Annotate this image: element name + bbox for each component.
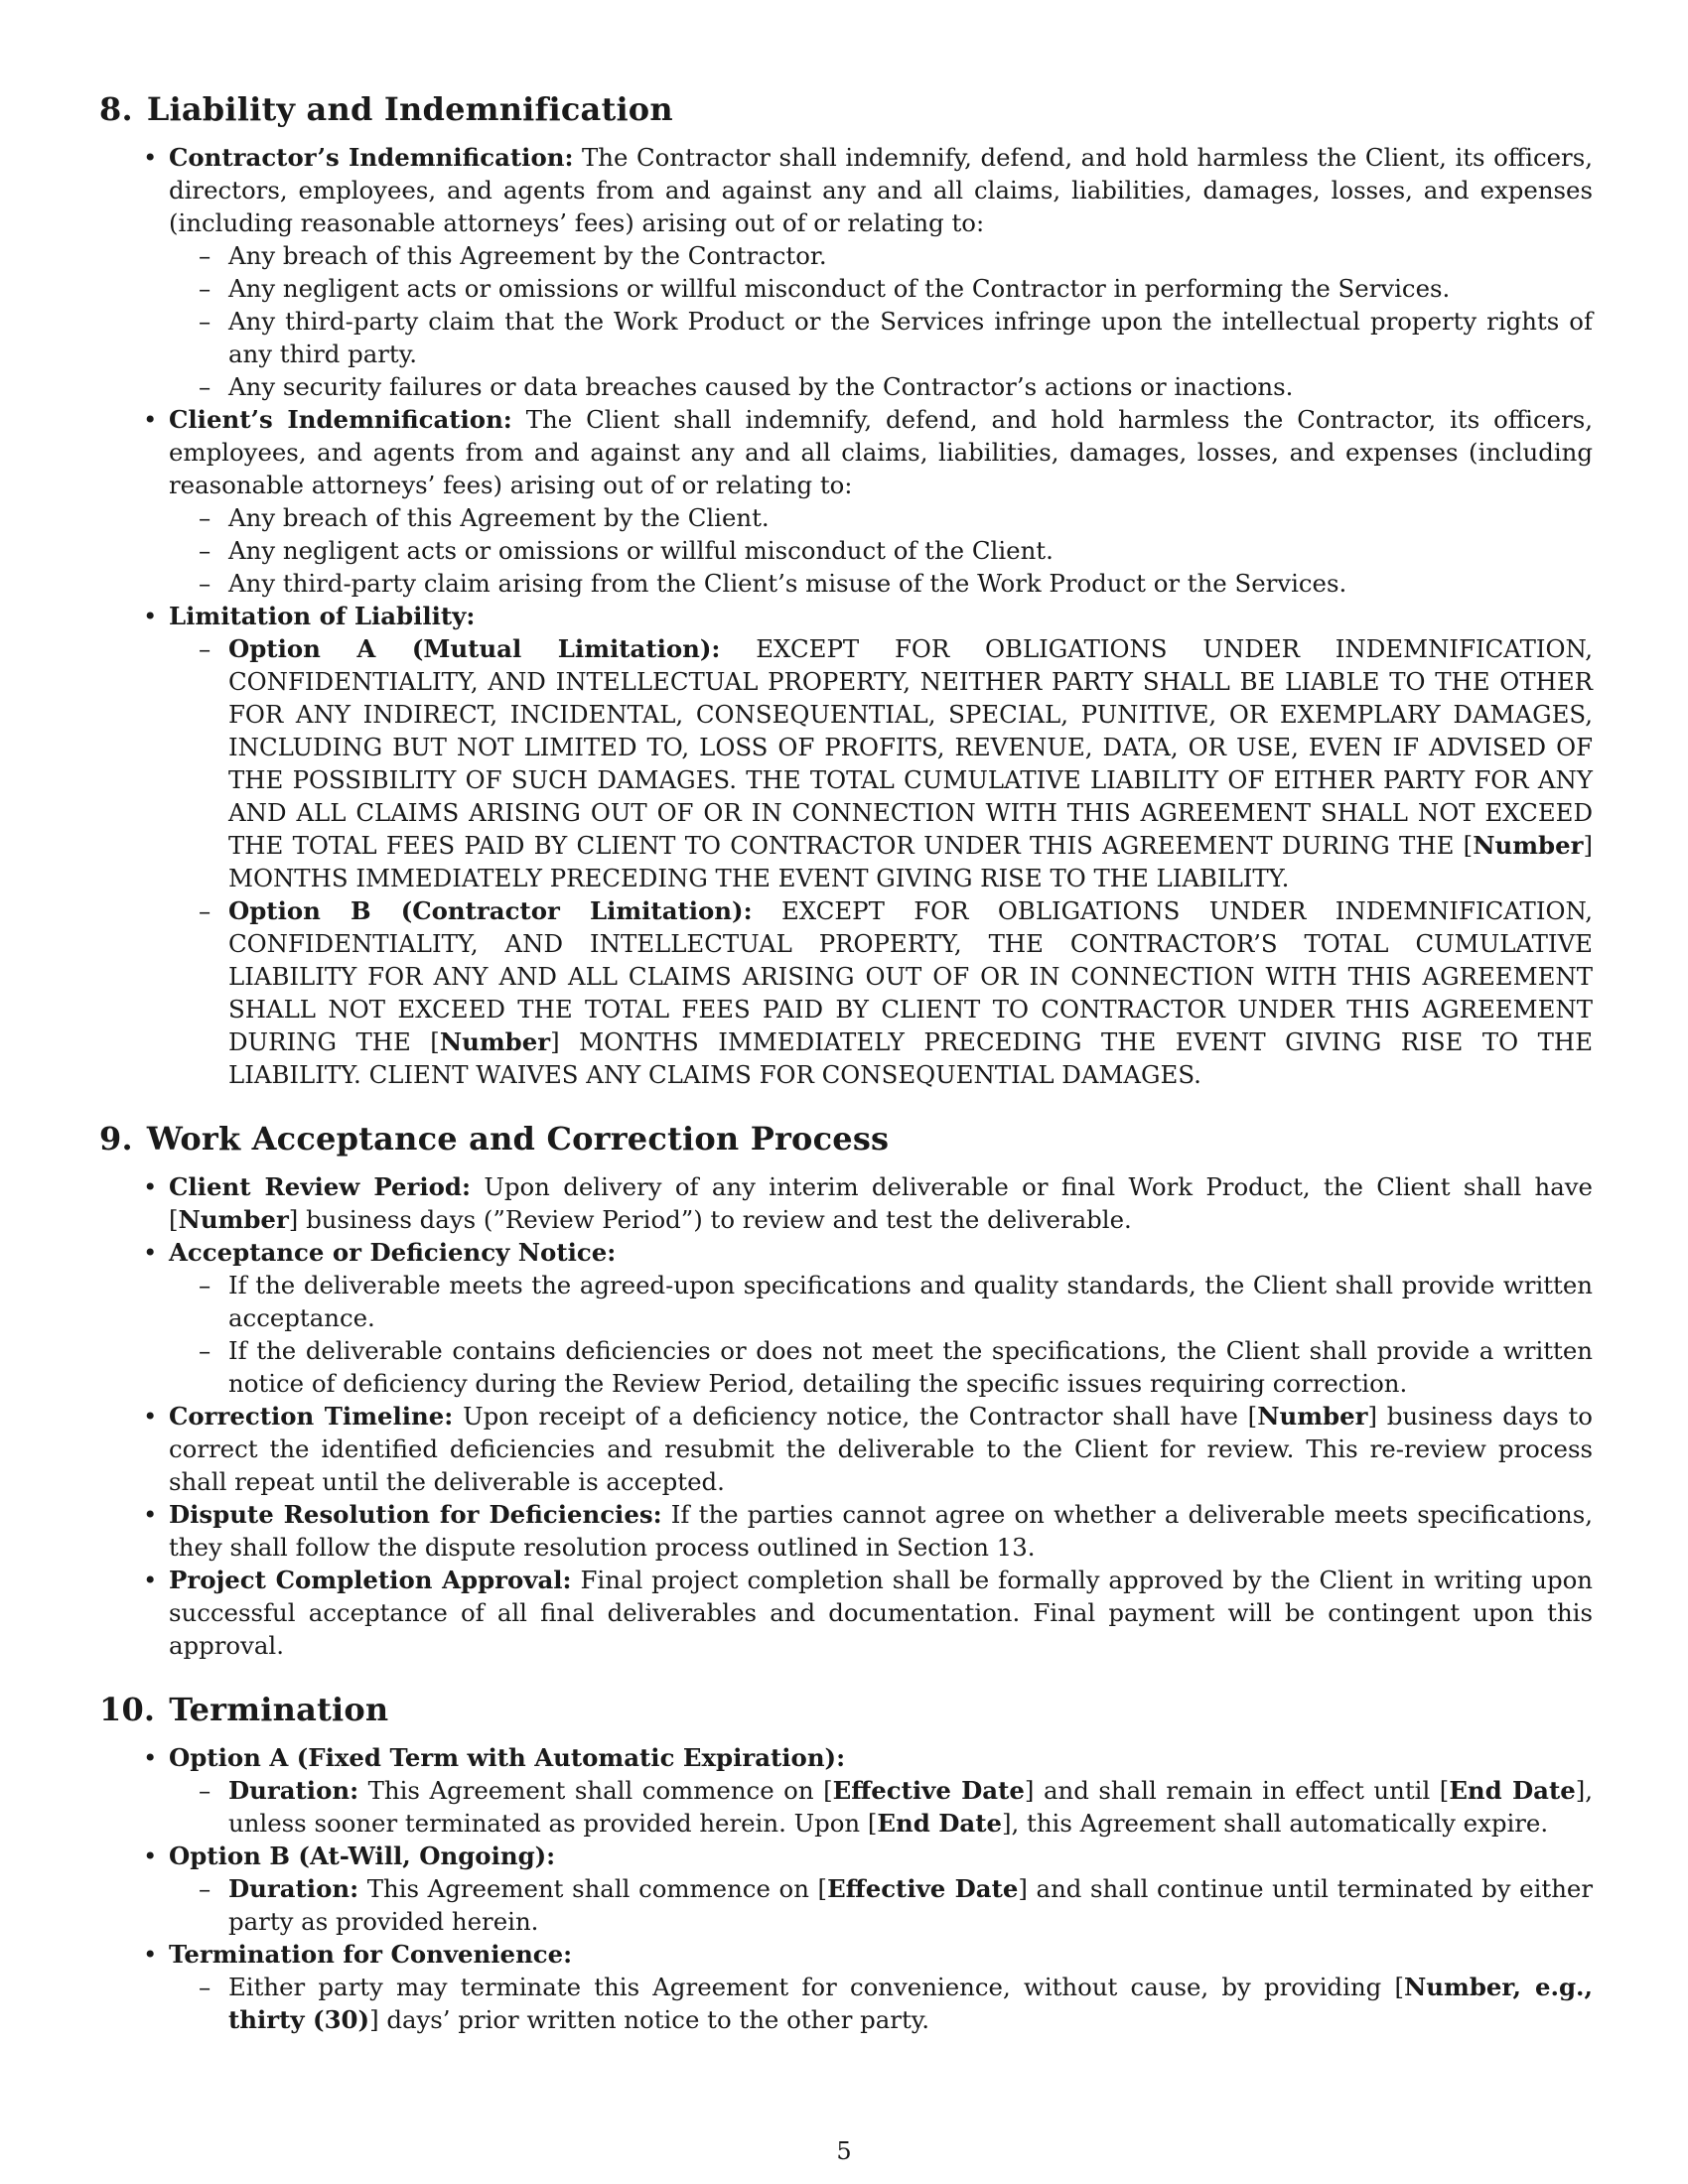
item-label: Option B (At-Will, Ongoing): (169, 1842, 556, 1870)
item-label: Option A (Fixed Term with Automatic Expiration): (169, 1743, 846, 1772)
placeholder-field: End Date (877, 1809, 1003, 1838)
item-label: Client Review Period: (169, 1172, 471, 1201)
document-page (99, 87, 1594, 2062)
placeholder-field: Number (1257, 1402, 1368, 1431)
sub-list (169, 1872, 1593, 1938)
item-text: Either party may terminate this Agreement for convenience, without cause, by providing [ (228, 1973, 1405, 2001)
section-heading (99, 1688, 1593, 1731)
list-item (169, 1938, 1593, 2036)
item-label: Limitation of Liability: (169, 602, 476, 630)
sub-list-item: – Any third-party claim arising from the Client’s misuse of the Work Product or the Services. (228, 567, 1593, 600)
bullet-list (169, 1170, 1593, 1662)
sub-list-item: – Any security failures or data breaches caused by the Contractor’s actions or inactions. (228, 370, 1593, 403)
item-text: Upon receipt of a deficiency notice, the Contractor shall have [ (453, 1402, 1258, 1431)
item-text: ] business days to correct the identified deficiencies and resubmit the deliverable to the Client for review. This re-review process shall repeat until the deliverable is accepted. (169, 1402, 1593, 1496)
item-text: Upon delivery of any interim deliverable or final Work Product, the Client shall have [ (169, 1172, 1593, 1234)
list-item (169, 1498, 1593, 1564)
sub-list (169, 1774, 1593, 1840)
item-text: Final project completion shall be formally approved by the Client in writing upon successful acceptance of all final deliverables and documentation. Final payment will be contingent upon this approval. (169, 1566, 1593, 1660)
placeholder-field: Number (178, 1205, 289, 1234)
item-text: ] and shall remain in effect until [ (1024, 1776, 1450, 1805)
option-text: ] MONTHS IMMEDIATELY PRECEDING THE EVENT GIVING RISE TO THE LIABILITY. (228, 831, 1593, 892)
placeholder-field: Number, e.g., thirty (30) (228, 1973, 1593, 2034)
page-number: 5 (836, 2137, 852, 2165)
item-text: ] and shall continue until terminated by either party as provided herein. (228, 1874, 1593, 1936)
option-text: EXCEPT FOR OBLIGATIONS UNDER INDEMNIFICATION, CONFIDENTIALITY, AND INTELLECTUAL PROPERTY, THE CONTRACTOR’S TOTAL CUMULATIVE LIABILITY FOR ANY AND ALL CLAIMS ARISING OUT OF OR IN CONNECTION WITH THIS AGREEMENT SHALL NOT EXCEED THE TOTAL FEES PAID BY CLIENT TO CONTRACTOR UNDER THIS AGREEMENT DURING THE [ (228, 896, 1593, 1056)
sub-list-item: – Any breach of this Agreement by the Contractor. (228, 239, 1593, 272)
list-item (169, 1840, 1593, 1938)
section-title: Liability and Indemnification (146, 90, 673, 128)
section-title: Work Acceptance and Correction Process (146, 1120, 890, 1158)
bullet-list (169, 141, 1593, 1091)
duration-label: Duration: (228, 1874, 359, 1903)
sub-list (169, 1971, 1593, 2036)
item-text: ] days’ prior written notice to the other party. (369, 2005, 930, 2034)
item-label: Termination for Convenience: (169, 1940, 573, 1969)
sub-list-item (228, 1971, 1593, 2036)
sub-list-item: – Any third-party claim that the Work Product or the Services infringe upon the intellectual property rights of any third party. (228, 305, 1593, 370)
sub-list (169, 501, 1593, 600)
section-8 (99, 87, 1593, 1091)
item-text: ], this Agreement shall automatically expire. (1002, 1809, 1549, 1838)
option-text: EXCEPT FOR OBLIGATIONS UNDER INDEMNIFICATION, CONFIDENTIALITY, AND INTELLECTUAL PROPERTY, NEITHER PARTY SHALL BE LIABLE TO THE OTHER FOR ANY INDIRECT, INCIDENTAL, CONSEQUENTIAL, SPECIAL, PUNITIVE, OR EXEMPLARY DAMAGES, INCLUDING BUT NOT LIMITED TO, LOSS OF PROFITS, REVENUE, DATA, OR USE, EVEN IF ADVISED OF THE POSSIBILITY OF SUCH DAMAGES. THE TOTAL CUMULATIVE LIABILITY OF EITHER PARTY FOR ANY AND ALL CLAIMS ARISING OUT OF OR IN CONNECTION WITH THIS AGREEMENT SHALL NOT EXCEED THE TOTAL FEES PAID BY CLIENT TO CONTRACTOR UNDER THIS AGREEMENT DURING THE [ (228, 634, 1593, 860)
item-text: ] business days (”Review Period”) to review and test the deliverable. (288, 1205, 1132, 1234)
sub-list-item: – If the deliverable meets the agreed-upon specifications and quality standards, the Client shall provide written acceptance. (228, 1269, 1593, 1334)
sub-list (169, 239, 1593, 403)
section-heading (99, 1117, 1593, 1160)
item-text: This Agreement shall commence on [ (358, 1874, 828, 1903)
list-item (169, 1236, 1593, 1400)
sub-list-item (228, 632, 1593, 894)
sub-list-item (228, 894, 1593, 1091)
bullet-list (169, 1741, 1593, 2036)
sub-list-item (228, 1872, 1593, 1938)
item-text: The Client shall indemnify, defend, and hold harmless the Contractor, its officers, employees, and agents from and against any and all claims, liabilities, damages, losses, and expenses (including reasonable attorneys’ fees) arising out of or relating to: (169, 405, 1593, 499)
placeholder-field: Effective Date (832, 1776, 1025, 1805)
list-item (169, 1400, 1593, 1498)
sub-list-item (228, 1774, 1593, 1840)
sub-list-item: – Any breach of this Agreement by the Client. (228, 501, 1593, 534)
item-label: Contractor’s Indemnification: (169, 143, 574, 172)
list-item (169, 141, 1593, 403)
list-item (169, 600, 1593, 1091)
option-label: Option B (Contractor Limitation): (228, 896, 753, 925)
sub-list (169, 632, 1593, 1091)
section-number: 10. (99, 1691, 156, 1728)
list-item (169, 403, 1593, 600)
list-item (169, 1170, 1593, 1236)
item-text: The Contractor shall indemnify, defend, and hold harmless the Client, its officers, directors, employees, and agents from and against any and all claims, liabilities, damages, losses, and expenses (including reasonable attorneys’ fees) arising out of or relating to: (169, 143, 1593, 237)
section-10 (99, 1688, 1594, 2036)
placeholder-field: Number (439, 1027, 551, 1056)
item-text: ], unless sooner terminated as provided herein. Upon [ (228, 1776, 1594, 1838)
sub-list-item: – Any negligent acts or omissions or willful misconduct of the Contractor in performing the Services. (228, 272, 1593, 305)
placeholder-field: End Date (1449, 1776, 1576, 1805)
item-text: If the parties cannot agree on whether a deliverable meets specifications, they shall follow the dispute resolution process outlined in Section 13. (169, 1500, 1593, 1562)
placeholder-field: Number (1473, 831, 1584, 860)
list-item (169, 1741, 1593, 1840)
option-text: ] MONTHS IMMEDIATELY PRECEDING THE EVENT GIVING RISE TO THE LIABILITY. CLIENT WAIVES ANY CLAIMS FOR CONSEQUENTIAL DAMAGES. (228, 1027, 1593, 1089)
section-title: Termination (169, 1691, 389, 1728)
item-label: Client’s Indemnification: (169, 405, 512, 434)
duration-label: Duration: (228, 1776, 359, 1805)
section-heading (99, 87, 1593, 131)
section-number: 9. (99, 1120, 133, 1158)
section-9 (99, 1117, 1593, 1662)
sub-list (169, 1269, 1593, 1400)
section-number: 8. (99, 90, 133, 128)
item-text: This Agreement shall commence on [ (358, 1776, 833, 1805)
option-label: Option A (Mutual Limitation): (228, 634, 721, 663)
item-label: Dispute Resolution for Deficiencies: (169, 1500, 662, 1529)
list-item (169, 1564, 1593, 1662)
sub-list-item: – Any negligent acts or omissions or willful misconduct of the Client. (228, 534, 1593, 567)
sub-list-item: – If the deliverable contains deficiencies or does not meet the specifications, the Client shall provide a written notice of deficiency during the Review Period, detailing the specific issues requiring correction. (228, 1334, 1593, 1400)
item-label: Correction Timeline: (169, 1402, 454, 1431)
item-label: Acceptance or Deficiency Notice: (169, 1238, 617, 1267)
item-label: Project Completion Approval: (169, 1566, 572, 1594)
placeholder-field: Effective Date (827, 1874, 1019, 1903)
